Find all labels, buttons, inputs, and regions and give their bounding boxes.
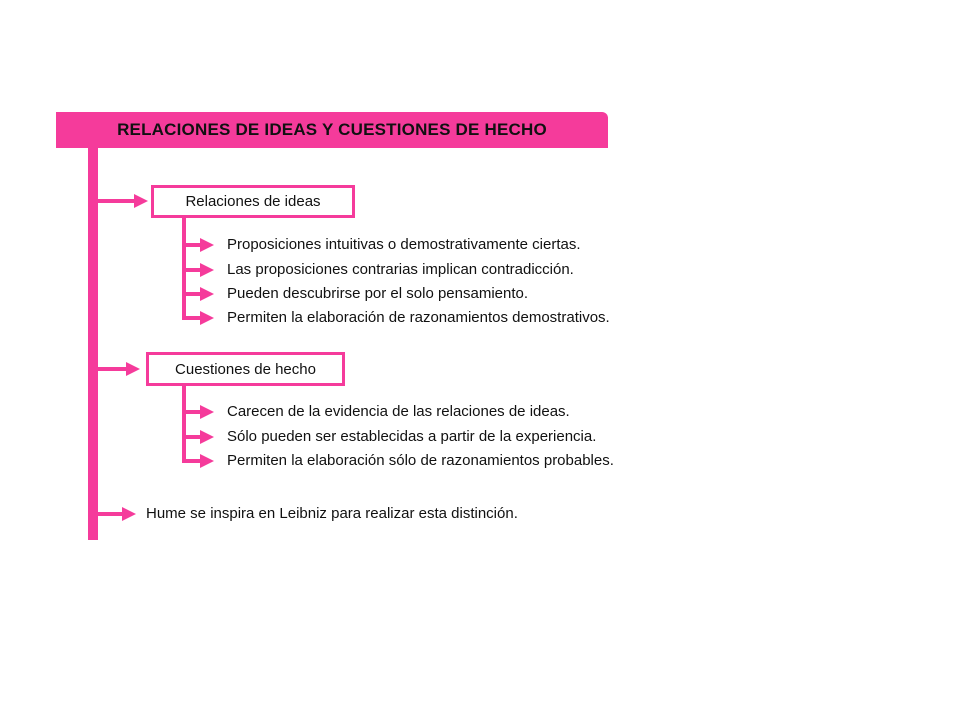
item-arrow: [200, 430, 214, 444]
list-item: Proposiciones intuitivas o demostrativamente ciertas.: [227, 236, 581, 253]
item-connector: [182, 243, 200, 247]
section-label: Cuestiones de hecho: [175, 360, 316, 378]
branch-connector-1: [98, 199, 134, 203]
item-arrow: [200, 405, 214, 419]
section-box-relaciones: [151, 185, 355, 218]
item-connector: [182, 268, 200, 272]
section-box-cuestiones: [146, 352, 345, 386]
item-connector: [182, 316, 200, 320]
item-connector: [182, 435, 200, 439]
item-arrow: [200, 287, 214, 301]
sub-spine-2: [182, 386, 186, 462]
list-item: Permiten la elaboración sólo de razonamientos probables.: [227, 452, 614, 469]
list-item: Pueden descubrirse por el solo pensamiento.: [227, 285, 529, 302]
branch-arrow-1: [134, 194, 148, 208]
diagram-title-text: RELACIONES DE IDEAS Y CUESTIONES DE HECHO: [117, 120, 547, 139]
conclusion-text: Hume se inspira en Leibniz para realizar esta distinción.: [146, 505, 518, 522]
main-spine: [88, 148, 98, 540]
branch-connector-3: [98, 512, 122, 516]
item-arrow: [200, 311, 214, 325]
item-arrow: [200, 238, 214, 252]
item-connector: [182, 459, 200, 463]
item-connector: [182, 410, 200, 414]
list-item: Carecen de la evidencia de las relaciones de ideas.: [227, 403, 570, 420]
item-connector: [182, 292, 200, 296]
list-item: Permiten la elaboración de razonamientos demostrativos.: [227, 309, 610, 326]
list-item: Las proposiciones contrarias implican contradicción.: [227, 261, 574, 278]
item-arrow: [200, 263, 214, 277]
list-item: Sólo pueden ser establecidas a partir de la experiencia.: [227, 428, 597, 445]
diagram-title: [56, 112, 608, 148]
section-label: Relaciones de ideas: [185, 193, 321, 210]
branch-connector-2: [98, 367, 126, 371]
branch-arrow-3: [122, 507, 136, 521]
branch-arrow-2: [126, 362, 140, 376]
item-arrow: [200, 454, 214, 468]
